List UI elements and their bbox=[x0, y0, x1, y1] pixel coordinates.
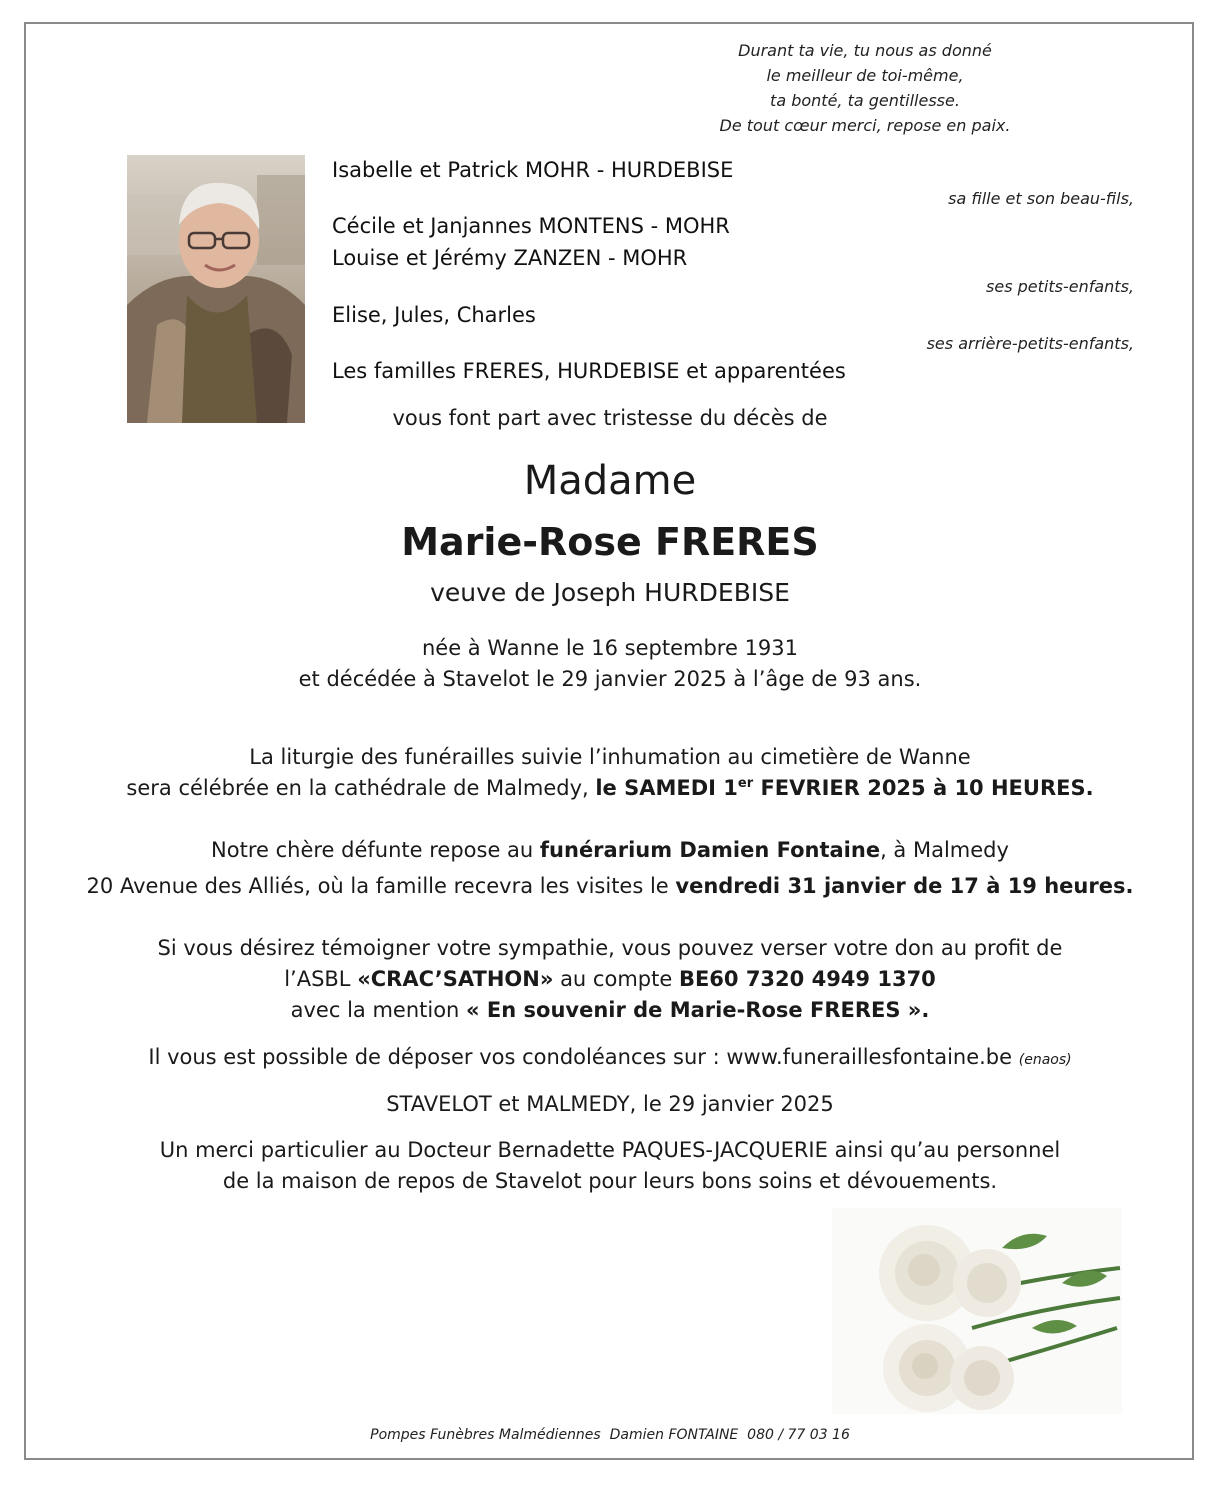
liturgy-date-rest: FEVRIER 2025 à 10 HEURES. bbox=[753, 776, 1094, 800]
donation-account-label: au compte bbox=[553, 967, 679, 991]
rest-text: Notre chère défunte repose au bbox=[211, 838, 540, 862]
portrait-photo bbox=[127, 155, 305, 423]
relation-great-grandchildren: ses arrière-petits-enfants, bbox=[926, 334, 1134, 353]
visit-text: 20 Avenue des Alliés, où la famille recevra les visites le bbox=[86, 874, 676, 898]
liturgy-line-2 bbox=[0, 776, 1220, 800]
condolences-text: Il vous est possible de déposer vos condoléances sur : www.funeraillesfontaine.be bbox=[148, 1045, 1013, 1069]
white-roses-image bbox=[832, 1208, 1122, 1414]
deceased-title: Madame bbox=[523, 458, 697, 504]
bank-account: BE60 7320 4949 1370 bbox=[678, 967, 936, 991]
mention-text: « En souvenir de Marie-Rose FRERES ». bbox=[466, 998, 930, 1022]
widow-of: veuve de Joseph HURDEBISE bbox=[430, 578, 790, 607]
death-info: et décédée à Stavelot le 29 janvier 2025 à l’âge de 93 ans. bbox=[298, 667, 922, 691]
condolences-line bbox=[0, 1045, 1220, 1069]
poem-line: De tout cœur merci, repose en paix. bbox=[719, 116, 1011, 135]
liturgy-date: le SAMEDI 1 bbox=[595, 776, 738, 800]
family-line-great-grandchildren: Elise, Jules, Charles bbox=[332, 303, 536, 327]
donation-line-2 bbox=[0, 967, 1220, 991]
donation-line-1: Si vous désirez témoigner votre sympathie, vous pouvez verser votre don au profit de bbox=[157, 936, 1063, 960]
family-line-daughter: Isabelle et Patrick MOHR - HURDEBISE bbox=[332, 158, 734, 182]
thanks-line-1: Un merci particulier au Docteur Bernadette PAQUES-JACQUERIE ainsi qu’au personnel bbox=[159, 1138, 1061, 1162]
mention-label: avec la mention bbox=[290, 998, 467, 1022]
poem-line: Durant ta vie, tu nous as donné bbox=[738, 41, 992, 60]
charity-name: «CRAC’SATHON» bbox=[357, 967, 554, 991]
liturgy-line-1: La liturgie des funérailles suivie l’inhumation au cimetière de Wanne bbox=[249, 745, 971, 769]
birth-info: née à Wanne le 16 septembre 1931 bbox=[421, 636, 799, 660]
funerarium-name: funérarium Damien Fontaine bbox=[539, 838, 881, 862]
rest-line-2 bbox=[0, 874, 1220, 898]
liturgy-date-suffix: er bbox=[737, 776, 754, 791]
poem-line: ta bonté, ta gentillesse. bbox=[770, 91, 960, 110]
funeral-home-footer: Pompes Funèbres Malmédiennes Damien FONTAINE 080 / 77 03 16 bbox=[370, 1427, 850, 1443]
poem bbox=[640, 38, 1090, 138]
liturgy-text: sera célébrée en la cathédrale de Malmedy, bbox=[126, 776, 596, 800]
condolences-note: (enaos) bbox=[1018, 1052, 1072, 1068]
family-line-grandchild-1: Cécile et Janjannes MONTENS - MOHR bbox=[332, 214, 730, 238]
family-line-families: Les familles FRERES, HURDEBISE et apparentées bbox=[332, 359, 846, 383]
relation-grandchildren: ses petits-enfants, bbox=[986, 277, 1134, 296]
thanks-line-2: de la maison de repos de Stavelot pour leurs bons soins et dévouements. bbox=[222, 1169, 998, 1193]
donation-line-3 bbox=[0, 998, 1220, 1022]
family-line-grandchild-2: Louise et Jérémy ZANZEN - MOHR bbox=[332, 246, 688, 270]
rest-location: , à Malmedy bbox=[880, 838, 1009, 862]
relation-daughter: sa fille et son beau-fils, bbox=[948, 189, 1134, 208]
announcement: vous font part avec tristesse du décès de bbox=[392, 406, 828, 430]
poem-line: le meilleur de toi-même, bbox=[766, 66, 964, 85]
visit-time: vendredi 31 janvier de 17 à 19 heures. bbox=[675, 874, 1134, 898]
place-date: STAVELOT et MALMEDY, le 29 janvier 2025 bbox=[386, 1092, 834, 1116]
rest-line-1 bbox=[0, 838, 1220, 862]
deceased-name: Marie-Rose FRERES bbox=[401, 520, 819, 564]
donation-asbl: l’ASBL bbox=[284, 967, 358, 991]
